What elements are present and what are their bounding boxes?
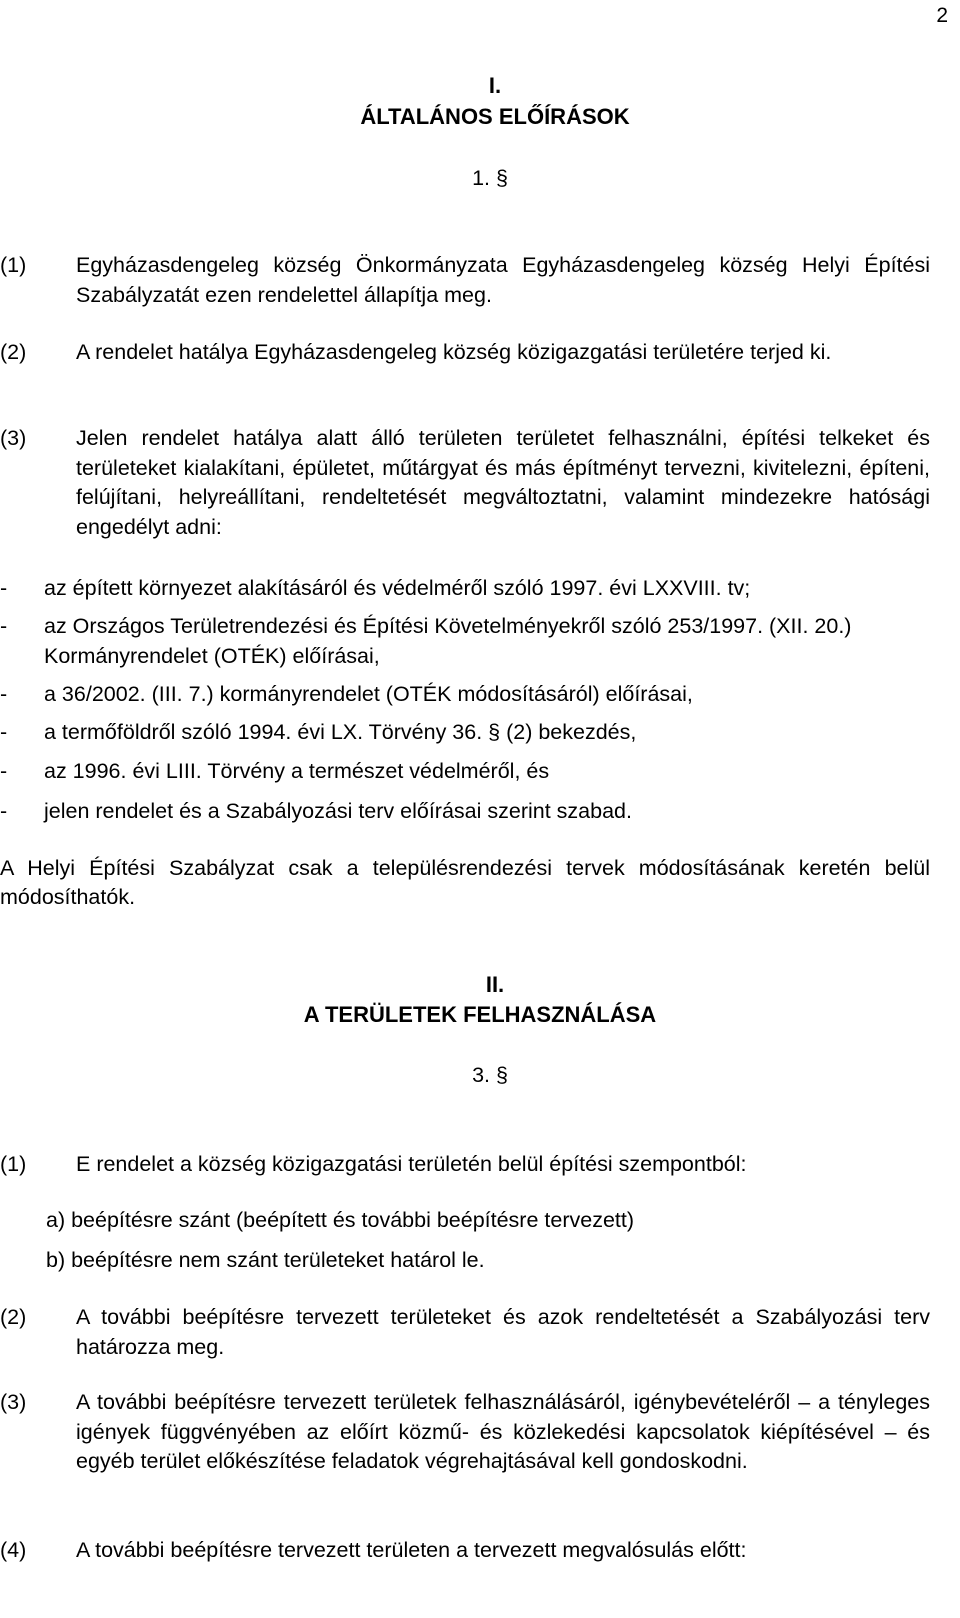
- law-list-item: [0, 718, 930, 748]
- page-number: 2: [936, 4, 948, 27]
- paragraph-text: A további beépítésre tervezett területeket és azok rendeltetését a Szabályozási terv határozza meg.: [76, 1305, 930, 1359]
- list-item-text: az Országos Területrendezési és Építési Követelményekről szóló 253/1997. (XII. 20.) Kormányrendelet (OTÉK) előírásai,: [44, 614, 852, 668]
- closing-paragraph: A Helyi Építési Szabályzat csak a településrendezési tervek módosításának keretén belül módosíthatók.: [0, 856, 930, 909]
- paragraph-number: (3): [0, 426, 27, 450]
- sub-item-b: b) beépítésre nem szánt területeket határol le.: [46, 1248, 485, 1272]
- list-dash: -: [0, 799, 8, 823]
- paragraph-number: (2): [0, 340, 27, 364]
- paragraph-number: (1): [0, 1152, 27, 1176]
- paragraph-text: A rendelet hatálya Egyházasdengeleg község közigazgatási területére terjed ki.: [76, 340, 832, 364]
- paragraph-3-2: [0, 1303, 930, 1362]
- paragraph-3-3: [0, 1388, 930, 1477]
- list-item-text: a termőföldről szóló 1994. évi LX. Törvény 36. § (2) bekezdés,: [44, 720, 637, 744]
- paragraph-number: (2): [0, 1305, 27, 1329]
- list-dash: -: [0, 576, 8, 600]
- list-dash: -: [0, 614, 8, 638]
- paragraph-number: (1): [0, 253, 27, 277]
- law-list-item: [0, 797, 930, 827]
- list-item-text: jelen rendelet és a Szabályozási terv előírásai szerint szabad.: [44, 799, 632, 823]
- law-list-item: [0, 612, 930, 671]
- chapter-1-number: I.: [488, 73, 502, 98]
- paragraph-1-3: [0, 424, 930, 542]
- sub-item-a: a) beépítésre szánt (beépített és további beépítésre tervezett): [46, 1208, 635, 1232]
- section-3-heading: 3. §: [472, 1063, 508, 1087]
- paragraph-text: A további beépítésre tervezett területen a tervezett megvalósulás előtt:: [76, 1538, 747, 1562]
- paragraph-text: Egyházasdengeleg község Önkormányzata Egyházasdengeleg község Helyi Építési Szabályzatát ezen rendelettel állapítja meg.: [76, 253, 930, 307]
- list-item-text: az 1996. évi LIII. Törvény a természet védelméről, és: [44, 759, 550, 783]
- paragraph-3-4: [0, 1536, 930, 1566]
- paragraph-text: E rendelet a község közigazgatási területén belül építési szempontból:: [76, 1152, 747, 1176]
- chapter-2-number: II.: [485, 972, 505, 997]
- paragraph-1-1: [0, 251, 930, 310]
- law-list-item: [0, 574, 930, 604]
- section-1-heading: 1. §: [472, 166, 508, 190]
- paragraph-1-2: [0, 338, 930, 368]
- list-dash: -: [0, 720, 8, 744]
- law-list-item: [0, 680, 930, 710]
- list-item-text: az épített környezet alakításáról és védelméről szóló 1997. évi LXXVIII. tv;: [44, 576, 751, 600]
- paragraph-number: (3): [0, 1390, 27, 1414]
- list-item-text: a 36/2002. (III. 7.) kormányrendelet (OTÉK módosításáról) előírásai,: [44, 682, 693, 706]
- list-dash: -: [0, 682, 8, 706]
- paragraph-text: Jelen rendelet hatálya alatt álló területen területet felhasználni, építési telkeket és területeket kialakítani, épületet, műtárgyat és más építményt tervezni, kivitelezni, építeni, felújítani, helyreállítani, rendeltetését megváltoztatni, valamint mindezekre hatósági engedélyt adni:: [76, 426, 930, 539]
- list-dash: -: [0, 759, 8, 783]
- paragraph-text: A további beépítésre tervezett területek felhasználásáról, igénybevételéről – a tényleges igények függvényében az előírt közmű- és közlekedési kapcsolatok kiépítésével – és egyéb terület előkészítése feladatok végrehajtásával kell gondoskodni.: [76, 1390, 930, 1473]
- paragraph-number: (4): [0, 1538, 27, 1562]
- chapter-2-title: A TERÜLETEK FELHASZNÁLÁSA: [303, 1002, 657, 1027]
- paragraph-3-1: [0, 1150, 930, 1180]
- law-list-item: [0, 757, 930, 787]
- chapter-1-title: ÁLTALÁNOS ELŐÍRÁSOK: [360, 104, 630, 129]
